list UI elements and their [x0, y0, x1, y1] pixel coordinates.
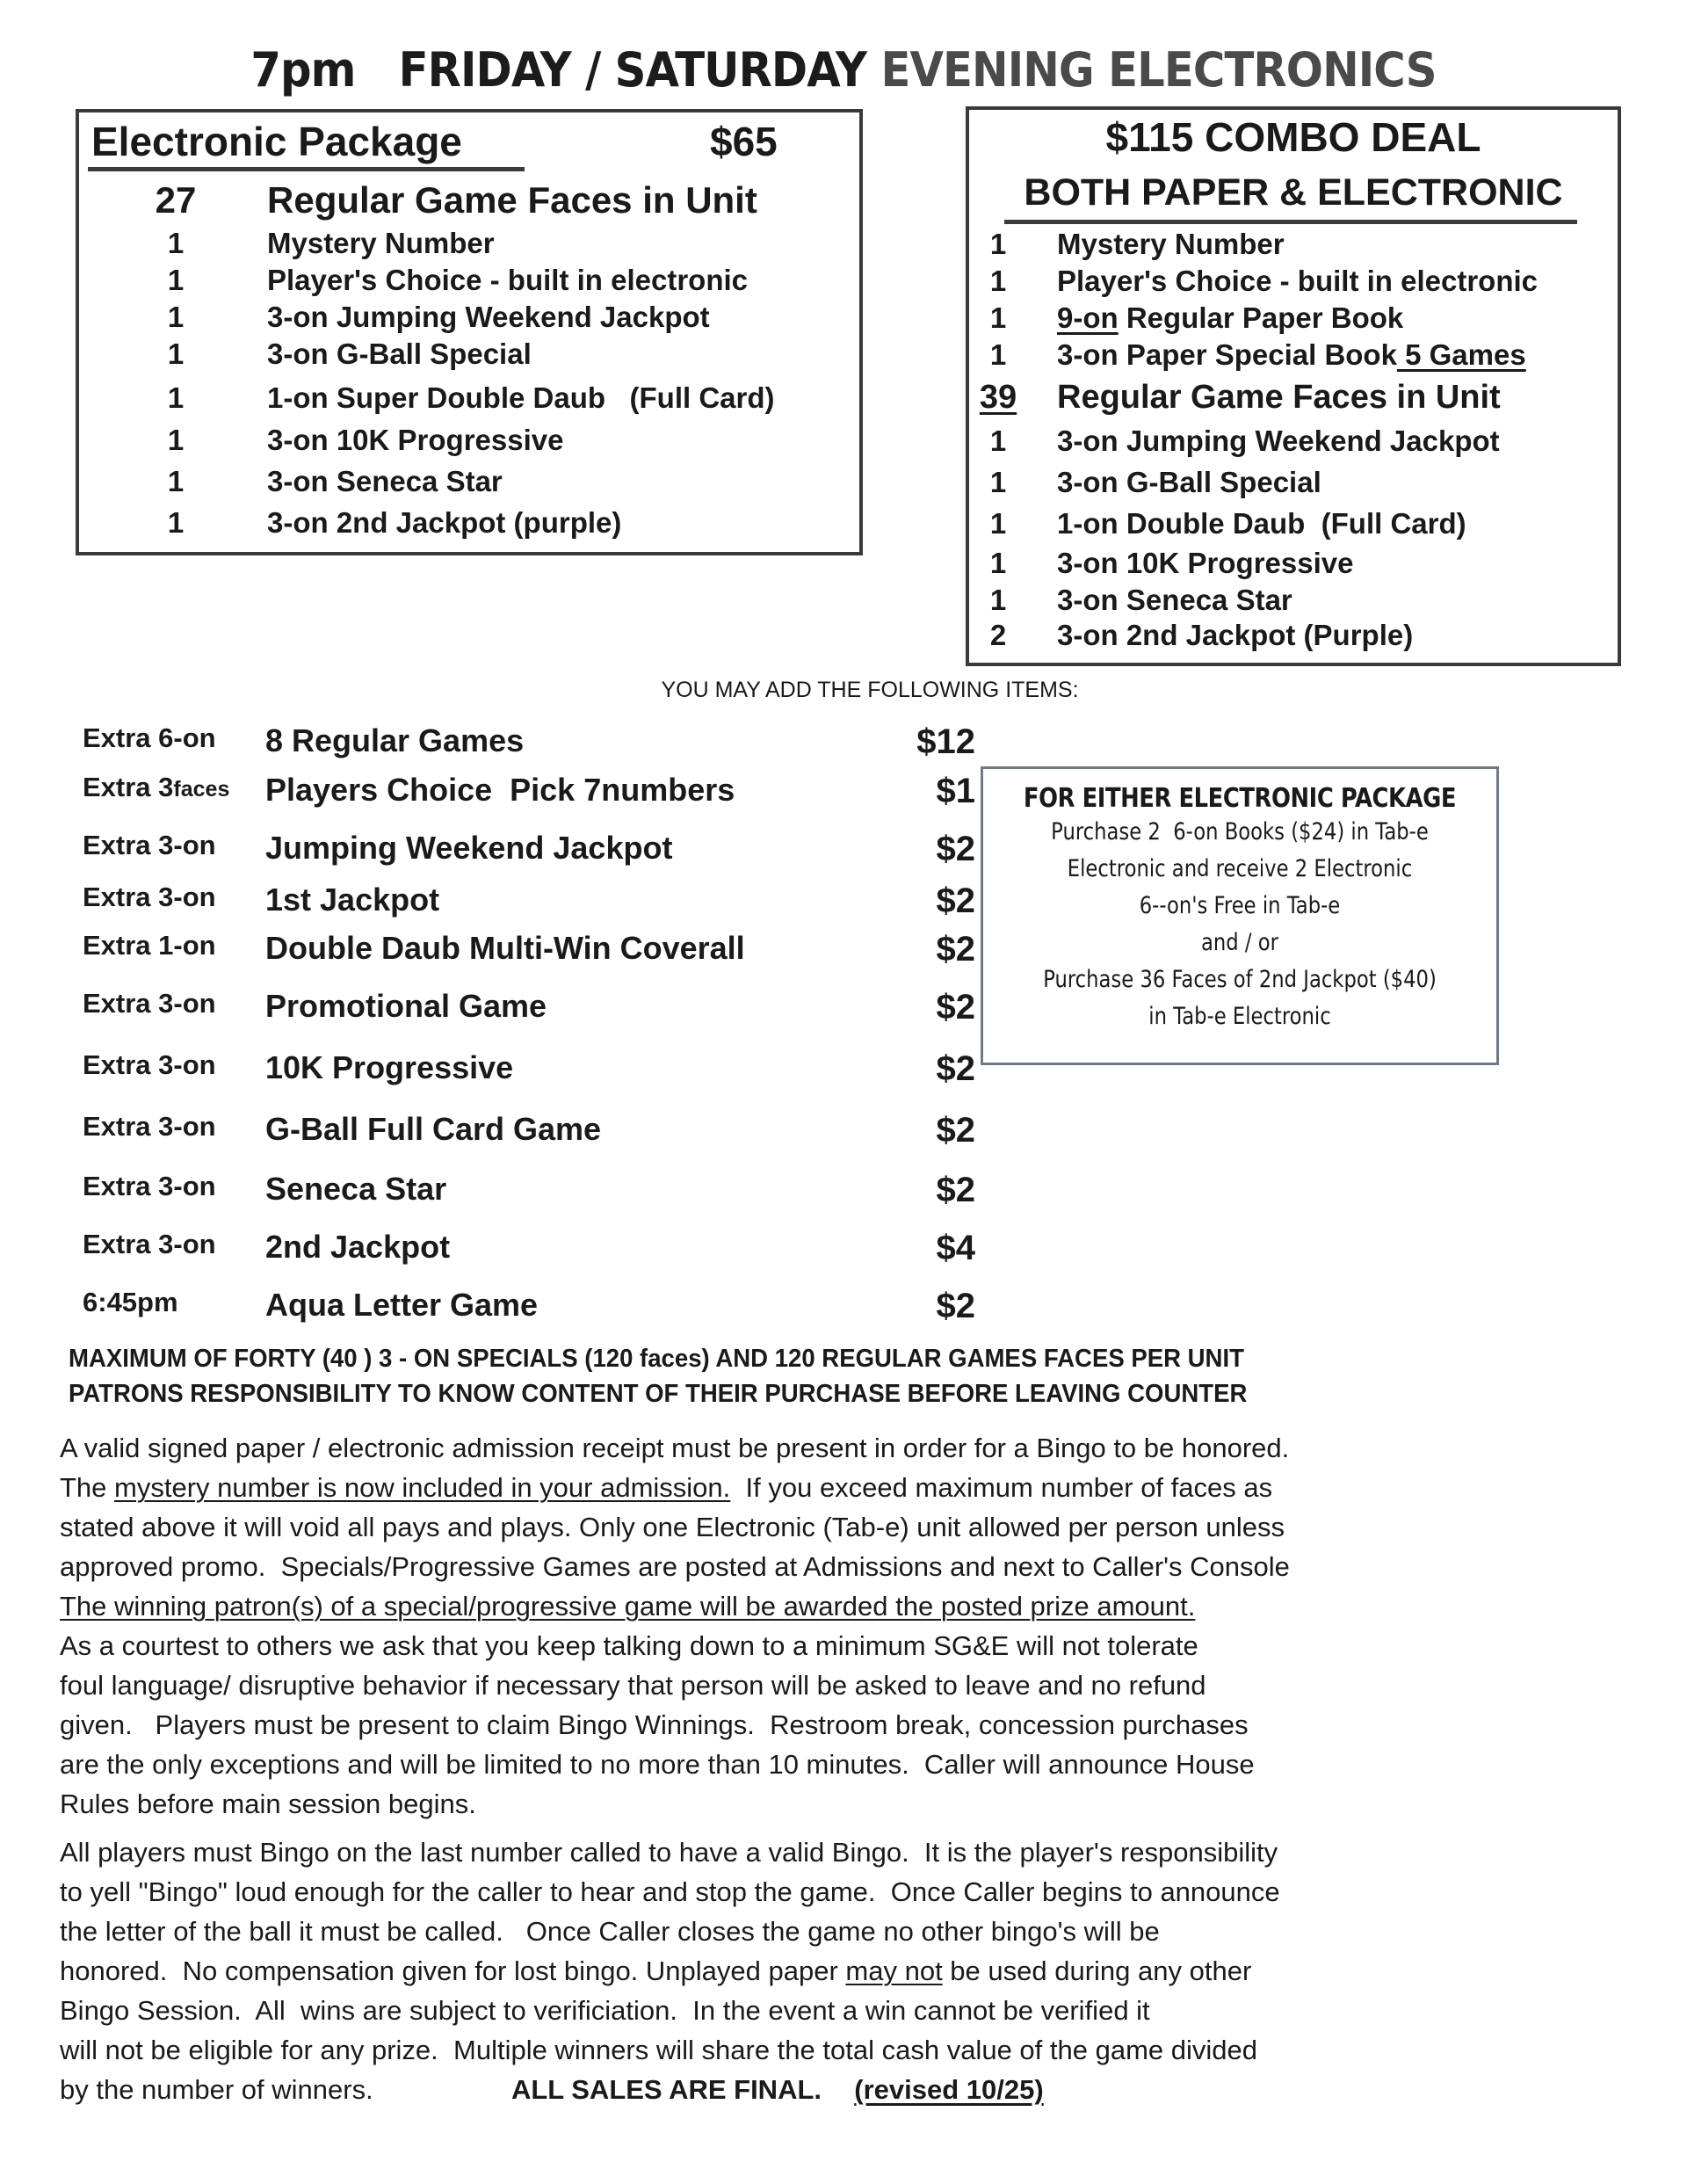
- item-desc: 1-on Double Daub (Full Card): [1057, 507, 1466, 540]
- addon-price: $2: [936, 930, 975, 969]
- combo-deal-subtitle: BOTH PAPER & ELECTRONIC: [1024, 171, 1563, 214]
- item-desc: 1-on Super Double Daub (Full Card): [267, 381, 775, 414]
- rules-line: [60, 1951, 1448, 1991]
- text-segment: will not be eligible for any prize. Multiple winners will share the total cash value of the game divided: [60, 2035, 1257, 2065]
- rules-line: [60, 1705, 1448, 1745]
- addon-prefix: Extra 3-on: [83, 988, 216, 1019]
- addon-prefix: 6:45pm: [83, 1287, 178, 1317]
- rules-line: [60, 1872, 1448, 1912]
- item-qty: 1: [989, 338, 1007, 371]
- addon-name: 10K Progressive: [265, 1049, 514, 1085]
- addon-prefix: [83, 772, 229, 803]
- rules-line: [60, 1586, 1448, 1626]
- rules-line: [60, 1507, 1448, 1547]
- page-title: [68, 42, 1619, 98]
- addon-prefix: Extra 3-on: [83, 1229, 216, 1259]
- addon-price: $2: [936, 1111, 975, 1150]
- item-qty: 1: [989, 547, 1007, 579]
- text-segment: A valid signed paper / electronic admission receipt must be present in order for a Bingo to be honored.: [60, 1433, 1290, 1463]
- text-segment: stated above it will void all pays and plays. Only one Electronic (Tab-e) unit allowed per person unless: [60, 1512, 1285, 1542]
- addon-price: $2: [936, 1049, 975, 1088]
- item-desc: Mystery Number: [1057, 228, 1285, 260]
- underlined-text: may not: [845, 1955, 943, 1986]
- electronic-package-price: $65: [710, 119, 778, 164]
- limits-line-2: PATRONS RESPONSIBILITY TO KNOW CONTENT OF THEIR PURCHASE BEFORE LEAVING COUNTER: [69, 1380, 1248, 1408]
- item-qty: 39: [979, 379, 1017, 416]
- promo-line: 6--on's Free in Tab-e: [1139, 892, 1341, 919]
- electronic-package-box: [76, 109, 863, 555]
- addon-prefix: Extra 3-on: [83, 1111, 216, 1142]
- text-segment: The: [60, 1472, 115, 1503]
- item-qty: 1: [167, 465, 185, 497]
- item-qty: 1: [167, 424, 185, 456]
- text-segment: All players must Bingo on the last number called to have a valid Bingo. It is the player's responsibility: [60, 1837, 1278, 1868]
- item-qty: 1: [989, 466, 1007, 498]
- addon-prefix: Extra 3-on: [83, 1049, 216, 1080]
- item-desc: 3-on Jumping Weekend Jackpot: [267, 301, 710, 333]
- revised-date: (revised 10/25): [854, 2074, 1044, 2105]
- rules-line: [60, 1912, 1448, 1951]
- rules-paragraph-1: [60, 1428, 1448, 1824]
- item-desc: 3-on Jumping Weekend Jackpot: [1057, 424, 1500, 457]
- add-items-heading: YOU MAY ADD THE FOLLOWING ITEMS:: [661, 678, 1079, 702]
- item-desc: Regular Game Faces in Unit: [1057, 379, 1501, 416]
- item-qty: 1: [167, 381, 185, 414]
- text-segment: Rules before main session begins.: [60, 1789, 476, 1819]
- text-segment: given. Players must be present to claim Bingo Winnings. Restroom break, concession purchases: [60, 1709, 1249, 1740]
- text-segment: If you exceed maximum number of faces as: [730, 1472, 1273, 1503]
- addon-name: Players Choice Pick 7numbers: [265, 772, 735, 808]
- promo-line: and / or: [1201, 929, 1278, 956]
- underlined-text: The winning patron(s) of a special/progressive game will be awarded the posted prize amount.: [60, 1591, 1196, 1622]
- electronic-package-title: Electronic Package: [91, 119, 462, 164]
- item-desc: 3-on 10K Progressive: [267, 424, 564, 456]
- text-segment: are the only exceptions and will be limited to no more than 10 minutes. Caller will announce House: [60, 1749, 1255, 1780]
- addon-prefix-small: faces: [173, 777, 230, 802]
- addon-price: $2: [936, 1171, 975, 1209]
- item-qty: 1: [989, 584, 1007, 616]
- addon-prefix-main: Extra 3: [83, 772, 174, 802]
- promo-line: in Tab-e Electronic: [1148, 1003, 1331, 1030]
- item-qty: 1: [989, 424, 1007, 457]
- rules-line: [60, 1784, 1448, 1824]
- item-desc-main: 3-on Paper Special Book: [1057, 338, 1397, 371]
- item-qty: 2: [989, 619, 1007, 651]
- item-desc: 3-on G-Ball Special: [1057, 466, 1321, 498]
- item-desc: 3-on Seneca Star: [267, 465, 503, 497]
- addon-prefix: Extra 1-on: [83, 930, 216, 961]
- text-segment: to yell "Bingo" loud enough for the caller to hear and stop the game. Once Caller begins to announce: [60, 1876, 1280, 1907]
- all-sales-final: ALL SALES ARE FINAL.: [510, 2074, 822, 2105]
- underlined-text: 5 Games: [1396, 338, 1526, 371]
- underlined-text: 9-on: [1057, 301, 1119, 334]
- rules-paragraph-2: [60, 1832, 1448, 2109]
- limits-line-1: MAXIMUM OF FORTY (40 ) 3 - ON SPECIALS (120 faces) AND 120 REGULAR GAMES FACES PER UNIT: [69, 1345, 1244, 1373]
- item-desc: 3-on 2nd Jackpot (Purple): [1057, 619, 1414, 651]
- item-qty: 1: [989, 507, 1007, 540]
- text-segment: Bingo Session. All wins are subject to verificiation. In the event a win cannot be verified it: [60, 1995, 1150, 2026]
- promo-line: Electronic and receive 2 Electronic: [1067, 855, 1413, 882]
- addon-name: Jumping Weekend Jackpot: [265, 830, 673, 866]
- subtitle-underline: [1004, 220, 1577, 224]
- addon-price: $12: [916, 722, 975, 761]
- item-qty: 1: [167, 264, 185, 296]
- addon-prefix: Extra 3-on: [83, 830, 216, 860]
- title-underline: [88, 167, 525, 171]
- title-session: EVENING ELECTRONICS: [880, 42, 1437, 98]
- text-segment: As a courtest to others we ask that you keep talking down to a minimum SG&E will not tolerate: [60, 1630, 1198, 1661]
- rules-line: [60, 1665, 1448, 1705]
- rules-line: [60, 1468, 1448, 1507]
- item-desc: [1057, 301, 1403, 335]
- addon-name: 1st Jackpot: [265, 882, 440, 918]
- promo-line: Purchase 2 6-on Books ($24) in Tab-e: [1051, 818, 1429, 845]
- addon-prefix: Extra 6-on: [83, 722, 216, 753]
- addon-price: $2: [936, 988, 975, 1027]
- item-desc: Player's Choice - built in electronic: [1057, 265, 1538, 297]
- item-qty: 1: [167, 337, 185, 370]
- addon-price: $2: [936, 1287, 975, 1325]
- rules-line: [60, 1626, 1448, 1665]
- item-qty: 27: [155, 179, 197, 221]
- addon-name: Double Daub Multi-Win Coverall: [265, 930, 745, 966]
- text-segment: honored. No compensation given for lost bingo. Unplayed paper: [60, 1955, 846, 1986]
- underlined-text: mystery number is now included in your admission.: [114, 1472, 731, 1503]
- rules-line: [60, 1832, 1448, 1872]
- addon-name: Promotional Game: [265, 988, 547, 1024]
- addon-price: $4: [936, 1229, 975, 1267]
- rules-last-line: [60, 2070, 1448, 2109]
- combo-deal-box: [966, 106, 1621, 666]
- addon-price: $1: [936, 772, 975, 810]
- item-desc: 3-on G-Ball Special: [267, 337, 532, 370]
- item-desc: Player's Choice - built in electronic: [267, 264, 748, 296]
- item-qty: 1: [167, 506, 185, 539]
- title-days: FRIDAY / SATURDAY: [398, 42, 867, 98]
- addon-prefix: Extra 3-on: [83, 1171, 216, 1201]
- rules-line: [60, 1428, 1448, 1468]
- rules-line: [60, 2030, 1448, 2070]
- rules-last-text: by the number of winners.: [60, 2074, 373, 2105]
- addon-name: Aqua Letter Game: [265, 1287, 539, 1323]
- text-segment: approved promo. Specials/Progressive Games are posted at Admissions and next to Caller's Console: [60, 1551, 1290, 1582]
- item-desc: Mystery Number: [267, 227, 495, 259]
- item-desc: 3-on Seneca Star: [1057, 584, 1292, 616]
- item-qty: 1: [989, 228, 1007, 260]
- title-time: 7pm: [250, 42, 356, 98]
- item-desc: Regular Game Faces in Unit: [267, 179, 757, 221]
- item-desc: [1057, 338, 1526, 372]
- addon-name: 2nd Jackpot: [265, 1229, 451, 1265]
- rules-line: [60, 1991, 1448, 2030]
- addon-name: G-Ball Full Card Game: [265, 1111, 602, 1147]
- item-desc: 3-on 10K Progressive: [1057, 547, 1354, 579]
- addon-prefix: Extra 3-on: [83, 882, 216, 912]
- item-qty: 1: [989, 265, 1007, 297]
- promo-line: Purchase 36 Faces of 2nd Jackpot ($40): [1043, 966, 1437, 993]
- text-segment: be used during any other: [942, 1955, 1252, 1986]
- addon-price: $2: [936, 882, 975, 920]
- addon-name: 8 Regular Games: [265, 722, 525, 758]
- item-desc: 3-on 2nd Jackpot (purple): [267, 506, 622, 539]
- item-qty: 1: [167, 301, 185, 333]
- rules-line: [60, 1547, 1448, 1586]
- text-segment: foul language/ disruptive behavior if necessary that person will be asked to leave and no refund: [60, 1670, 1206, 1701]
- promo-title: FOR EITHER ELECTRONIC PACKAGE: [1023, 783, 1457, 814]
- item-qty: 1: [167, 227, 185, 259]
- item-qty: 1: [989, 301, 1007, 334]
- text-segment: the letter of the ball it must be called. Once Caller closes the game no other bingo's will be: [60, 1916, 1160, 1947]
- item-desc-rest: Regular Paper Book: [1118, 301, 1404, 334]
- addon-price: $2: [936, 830, 975, 868]
- rules-line: [60, 1745, 1448, 1784]
- combo-deal-title: $115 COMBO DEAL: [1105, 114, 1481, 160]
- addon-name: Seneca Star: [265, 1171, 447, 1207]
- promo-box: [981, 766, 1499, 1065]
